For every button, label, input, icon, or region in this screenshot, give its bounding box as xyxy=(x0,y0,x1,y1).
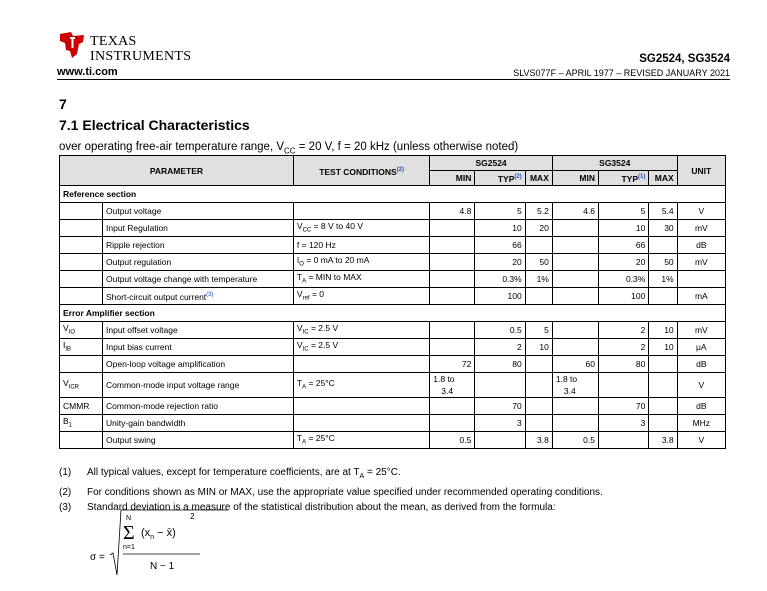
cell-min1 xyxy=(430,398,475,415)
cell-typ1: 0.5 xyxy=(475,322,525,339)
cell-typ1 xyxy=(475,373,525,398)
cell-parameter: Input offset voltage xyxy=(103,322,294,339)
cell-min2 xyxy=(552,339,598,356)
cell-typ2 xyxy=(599,373,649,398)
table-row xyxy=(60,398,726,415)
cell-min1: 4.8 xyxy=(430,203,475,220)
cell-max1 xyxy=(525,398,552,415)
cell-max1 xyxy=(525,288,552,305)
ti-logo-icon xyxy=(57,30,87,60)
std-dev-formula xyxy=(90,505,230,580)
table-row xyxy=(60,339,726,356)
table-row xyxy=(60,322,726,339)
cell-parameter: Common-mode rejection ratio xyxy=(103,398,294,415)
conditions-sub: CC xyxy=(284,146,296,156)
cell-parameter: Unity-gain bandwidth xyxy=(103,415,294,432)
cell-min2 xyxy=(552,398,598,415)
table-row xyxy=(60,237,726,254)
cell-max2 xyxy=(649,373,677,398)
page-header xyxy=(0,0,767,80)
logo-text-instruments: INSTRUMENTS xyxy=(90,49,192,64)
table-row xyxy=(60,432,726,449)
table-row xyxy=(60,220,726,237)
header-min: MIN xyxy=(552,171,598,186)
cell-test-conditions: $V_{IC} = 2.5$ V xyxy=(293,322,429,339)
cell-max2: 1% xyxy=(649,271,677,288)
cell-symbol xyxy=(60,356,103,373)
section-row-error-amplifier: Error Amplifier section xyxy=(60,305,726,322)
table-row xyxy=(60,203,726,220)
footnote-ref-link[interactable]: (3) xyxy=(206,292,214,299)
cell-max1: 5 xyxy=(525,322,552,339)
cell-parameter: Output swing xyxy=(103,432,294,449)
cell-symbol: $V_{ICR}$ xyxy=(60,373,103,398)
cell-unit: V xyxy=(677,203,725,220)
cell-min1: 1.8 to 3.4 xyxy=(430,373,475,398)
cell-typ1: 5 xyxy=(475,203,525,220)
header-parameter: PARAMETER xyxy=(60,156,294,186)
cell-typ2: 5 xyxy=(599,203,649,220)
formula-lower: n=1 xyxy=(123,544,135,551)
cell-min2 xyxy=(552,237,598,254)
cell-unit: dB xyxy=(677,398,725,415)
cell-max2: 5.4 xyxy=(649,203,677,220)
table-row xyxy=(60,254,726,271)
cell-typ1: 3 xyxy=(475,415,525,432)
cell-parameter: Output voltage xyxy=(103,203,294,220)
cell-test-conditions: $I_O = 0$ mA to 20 mA xyxy=(293,254,429,271)
cell-test-conditions: f = 120 Hz xyxy=(293,237,429,254)
cell-parameter: Output voltage change with temperature xyxy=(103,271,294,288)
cell-max2: 3.8 xyxy=(649,432,677,449)
cell-typ2: 80 xyxy=(599,356,649,373)
section-row-reference: Reference section xyxy=(60,186,726,203)
cell-test-conditions xyxy=(293,203,429,220)
cell-parameter: Input bias current xyxy=(103,339,294,356)
cell-unit xyxy=(677,271,725,288)
formula-exp: 2 xyxy=(190,512,195,521)
cell-typ1: 80 xyxy=(475,356,525,373)
cell-unit: dB xyxy=(677,356,725,373)
header-sg2524: SG2524 xyxy=(430,156,553,171)
cell-max2 xyxy=(649,398,677,415)
table-row xyxy=(60,415,726,432)
cell-parameter: Common-mode input voltage range xyxy=(103,373,294,398)
cell-test-conditions: $V_{ref} = 0$ xyxy=(293,288,429,305)
cell-typ1: 70 xyxy=(475,398,525,415)
cell-max1: 1% xyxy=(525,271,552,288)
table-row xyxy=(60,356,726,373)
cell-parameter: Output regulation xyxy=(103,254,294,271)
cell-test-conditions: $V_{IC} = 2.5$ V xyxy=(293,339,429,356)
table-row xyxy=(60,288,726,305)
cell-symbol xyxy=(60,271,103,288)
cell-min2: 4.6 xyxy=(552,203,598,220)
cell-typ2: 100 xyxy=(599,288,649,305)
cell-parameter: Short-circuit output current$^{(3)}$ xyxy=(103,288,294,305)
cell-min1 xyxy=(430,339,475,356)
cell-test-conditions xyxy=(293,398,429,415)
typ-ref-link[interactable]: (1) xyxy=(638,174,646,181)
formula-upper: N xyxy=(126,515,132,522)
cell-unit: mV xyxy=(677,254,725,271)
cell-min1 xyxy=(430,237,475,254)
cell-typ1: 20 xyxy=(475,254,525,271)
cell-typ2: 3 xyxy=(599,415,649,432)
cell-max2 xyxy=(649,356,677,373)
header-divider xyxy=(57,79,730,80)
cell-unit: mV xyxy=(677,322,725,339)
cell-max2 xyxy=(649,415,677,432)
cell-symbol: CMMR xyxy=(60,398,103,415)
cell-parameter: Input Regulation xyxy=(103,220,294,237)
cell-min2 xyxy=(552,220,598,237)
typ-ref-link[interactable]: (2) xyxy=(514,174,522,181)
cell-min1: 72 xyxy=(430,356,475,373)
formula-denom: N − 1 xyxy=(150,561,175,572)
cell-min2 xyxy=(552,254,598,271)
cell-unit: μA xyxy=(677,339,725,356)
test-ref-link[interactable]: (2) xyxy=(396,166,404,173)
cell-unit: MHz xyxy=(677,415,725,432)
cell-max1 xyxy=(525,356,552,373)
electrical-characteristics-table xyxy=(59,155,726,449)
cell-max1: 20 xyxy=(525,220,552,237)
conditions-text-post: = 20 V, f = 20 kHz (unless otherwise noted) xyxy=(295,141,519,153)
cell-min2: 1.8 to 3.4 xyxy=(552,373,598,398)
cell-typ1: 10 xyxy=(475,220,525,237)
cell-symbol xyxy=(60,237,103,254)
header-min: MIN xyxy=(430,171,475,186)
logo-text-texas: TEXAS xyxy=(90,34,137,49)
cell-symbol xyxy=(60,432,103,449)
cell-max1 xyxy=(525,373,552,398)
cell-test-conditions: $T_A$ = MIN to MAX xyxy=(293,271,429,288)
ti-logo xyxy=(57,30,207,70)
cell-parameter: Open-loop voltage amplification xyxy=(103,356,294,373)
cell-parameter: Ripple rejection xyxy=(103,237,294,254)
formula-sum: Σ xyxy=(123,522,135,544)
footnote-3: (3) Standard deviation is a measure of the statistical distribution about the mean, as derived from the formula: xyxy=(59,502,556,513)
cell-test-conditions xyxy=(293,415,429,432)
document-number: SLVS077F – APRIL 1977 – REVISED JANUARY 2021 xyxy=(513,68,730,78)
cell-max1: 3.8 xyxy=(525,432,552,449)
cell-max2: 10 xyxy=(649,322,677,339)
header-test-conditions: TEST CONDITIONS$^{(2)}$ xyxy=(293,156,429,186)
cell-typ2: 0.3% xyxy=(599,271,649,288)
header-max: MAX xyxy=(649,171,677,186)
cell-max2: 10 xyxy=(649,339,677,356)
table-row xyxy=(60,373,726,398)
cell-test-conditions: $V_{CC} = 8$ V to 40 V xyxy=(293,220,429,237)
cell-typ1 xyxy=(475,432,525,449)
cell-unit: dB xyxy=(677,237,725,254)
cell-unit: mV xyxy=(677,220,725,237)
cell-test-conditions xyxy=(293,356,429,373)
cell-symbol: $I_{IB}$ xyxy=(60,339,103,356)
cell-typ1: 0.3% xyxy=(475,271,525,288)
cell-min1 xyxy=(430,220,475,237)
cell-max2 xyxy=(649,288,677,305)
cell-symbol xyxy=(60,203,103,220)
cell-typ2: 66 xyxy=(599,237,649,254)
cell-symbol: $B_1$ xyxy=(60,415,103,432)
cell-min1 xyxy=(430,322,475,339)
cell-symbol xyxy=(60,288,103,305)
formula-sigma: σ = xyxy=(90,552,105,563)
cell-max1: 10 xyxy=(525,339,552,356)
cell-typ2: 20 xyxy=(599,254,649,271)
cell-min1 xyxy=(430,254,475,271)
section-title: 7.1 Electrical Characteristics xyxy=(59,117,250,133)
cell-max2: 50 xyxy=(649,254,677,271)
cell-max1 xyxy=(525,415,552,432)
header-typ: TYP$^{(2)}$ xyxy=(475,171,525,186)
cell-unit: V xyxy=(677,432,725,449)
header-max: MAX xyxy=(525,171,552,186)
part-number: SG2524, SG3524 xyxy=(639,53,730,65)
header-typ: TYP$^{(1)}$ xyxy=(599,171,649,186)
cell-max1: 5.2 xyxy=(525,203,552,220)
header-sg3524: SG3524 xyxy=(552,156,677,171)
cell-max2: 30 xyxy=(649,220,677,237)
cell-min2 xyxy=(552,322,598,339)
cell-symbol xyxy=(60,254,103,271)
cell-typ2: 2 xyxy=(599,322,649,339)
cell-max2 xyxy=(649,237,677,254)
cell-typ2: 2 xyxy=(599,339,649,356)
header-unit: UNIT xyxy=(677,156,725,186)
cell-min1: 0.5 xyxy=(430,432,475,449)
table-row xyxy=(60,271,726,288)
cell-min2 xyxy=(552,271,598,288)
cell-unit: V xyxy=(677,373,725,398)
cell-typ1: 66 xyxy=(475,237,525,254)
footnote-1: (1) All typical values, except for temperature coefficients, are at $T_A = 25^\circ C$. xyxy=(59,467,401,480)
cell-symbol: $V_{IO}$ xyxy=(60,322,103,339)
cell-max1 xyxy=(525,237,552,254)
cell-min2: 0.5 xyxy=(552,432,598,449)
formula-term: ($x_n$ − x̄) xyxy=(141,527,176,541)
cell-test-conditions: $T_A = 25^\circ C$ xyxy=(293,432,429,449)
cell-min1 xyxy=(430,271,475,288)
cell-max1: 50 xyxy=(525,254,552,271)
conditions-text: over operating free-air temperature range, V xyxy=(59,141,285,153)
section-number: 7 xyxy=(59,96,67,112)
cell-symbol xyxy=(60,220,103,237)
cell-typ1: 2 xyxy=(475,339,525,356)
footnote-2: (2) For conditions shown as MIN or MAX, use the appropriate value specified under recommended operating conditions. xyxy=(59,486,603,498)
cell-typ2: 70 xyxy=(599,398,649,415)
cell-min2 xyxy=(552,288,598,305)
cell-typ2 xyxy=(599,432,649,449)
cell-min1 xyxy=(430,288,475,305)
cell-typ2: 10 xyxy=(599,220,649,237)
cell-unit: mA xyxy=(677,288,725,305)
operating-conditions xyxy=(59,141,518,155)
cell-min1 xyxy=(430,415,475,432)
cell-min2 xyxy=(552,415,598,432)
cell-typ1: 100 xyxy=(475,288,525,305)
cell-min2: 60 xyxy=(552,356,598,373)
site-url[interactable]: www.ti.com xyxy=(57,66,118,78)
cell-test-conditions: $T_A = 25^\circ C$ xyxy=(293,373,429,398)
